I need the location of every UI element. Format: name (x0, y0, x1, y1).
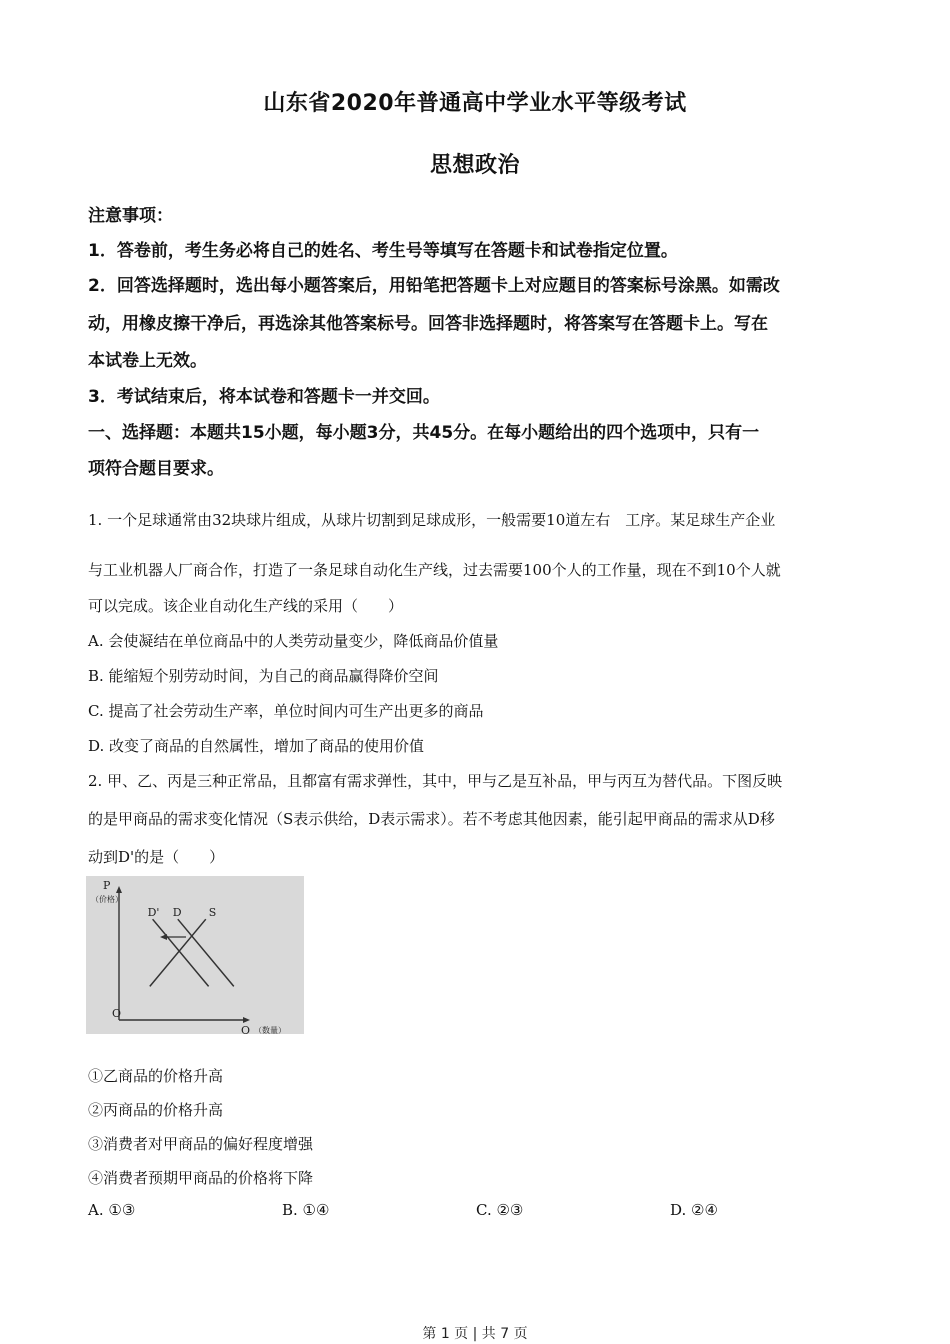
q1-stem-line-1: 1. 一个足球通常由32块球片组成，从球片切割到足球成形，一般需要10道左右 工序。某足球生产企业 (88, 511, 776, 529)
exam-title: 山东省2020年普通高中学业水平等级考试 (263, 91, 687, 116)
x-axis-label: Q (241, 1024, 251, 1034)
notice-item-1: 1．答卷前，考生务必将自己的姓名、考生号等填写在答题卡和试卷指定位置。 (88, 241, 678, 261)
notice-item-2-line-1: 2．回答选择题时，选出每小题答案后，用铅笔把答题卡上对应题目的答案标号涂黑。如需改 (88, 276, 780, 296)
shift-arrow-head (160, 934, 167, 940)
section-heading-line-2: 项符合题目要求。 (88, 459, 224, 479)
q2-option-c: C. ②③ (476, 1201, 524, 1219)
q2-stem-line-3: 动到D'的是（ ） (88, 848, 225, 866)
series-line-1 (178, 919, 234, 986)
x-axis-arrow (243, 1017, 250, 1023)
chart-svg (86, 876, 304, 1034)
q2-statement-1: ①乙商品的价格升高 (88, 1067, 224, 1085)
series-label-1: D (172, 906, 182, 920)
x-axis-note: （数量） (254, 1026, 286, 1034)
y-axis-label: P (103, 879, 111, 892)
q2-stem-line-1: 2. 甲、乙、丙是三种正常品，且都富有需求弹性，其中，甲与乙是互补品，甲与丙互为替代品。下图反映 (88, 772, 783, 790)
series-label-0: D' (147, 906, 160, 920)
q2-option-b: B. ①④ (282, 1201, 330, 1219)
q2-statement-3: ③消费者对甲商品的偏好程度增强 (88, 1135, 314, 1153)
q2-statement-4: ④消费者预期甲商品的价格将下降 (88, 1169, 314, 1187)
q1-stem-line-2: 与工业机器人厂商合作，打造了一条足球自动化生产线，过去需要100个人的工作量，现在不到10个人就 (88, 561, 781, 579)
series-line-2 (150, 919, 206, 986)
notice-heading: 注意事项： (88, 206, 173, 226)
q1-option-b: B. 能缩短个别劳动时间，为自己的商品赢得降价空间 (88, 667, 439, 685)
notice-item-2-line-2: 动，用橡皮擦干净后，再选涂其他答案标号。回答非选择题时，将答案写在答题卡上。写在 (88, 314, 768, 334)
page-footer: 第 1 页 | 共 7 页 (422, 1326, 528, 1342)
y-axis-note: （价格） (91, 895, 123, 904)
series-label-2: S (208, 906, 217, 920)
demand-supply-chart (86, 876, 304, 1034)
y-axis-arrow (116, 886, 122, 893)
q2-statement-2: ②丙商品的价格升高 (88, 1101, 224, 1119)
series-line-0 (153, 919, 209, 986)
q1-option-d: D. 改变了商品的自然属性，增加了商品的使用价值 (88, 737, 425, 755)
section-heading-line-1: 一、选择题：本题共15小题，每小题3分，共45分。在每小题给出的四个选项中，只有一 (88, 423, 760, 443)
series-layer (148, 906, 234, 986)
notice-item-3: 3．考试结束后，将本试卷和答题卡一并交回。 (88, 387, 440, 407)
q2-stem-line-2: 的是甲商品的需求变化情况（S表示供给，D表示需求）。若不考虑其他因素，能引起甲商品的需求从D移 (88, 810, 775, 828)
notice-item-2-line-3: 本试卷上无效。 (88, 351, 207, 371)
q1-stem-line-3: 可以完成。该企业自动化生产线的采用（ ） (88, 597, 404, 615)
q2-option-d: D. ②④ (670, 1201, 718, 1219)
subject-title: 思想政治 (429, 153, 520, 178)
origin-label: O (112, 1007, 122, 1020)
q1-option-a: A. 会使凝结在单位商品中的人类劳动量变少，降低商品价值量 (88, 632, 499, 650)
q1-option-c: C. 提高了社会劳动生产率，单位时间内可生产出更多的商品 (88, 702, 484, 720)
q2-option-a: A. ①③ (88, 1201, 136, 1219)
